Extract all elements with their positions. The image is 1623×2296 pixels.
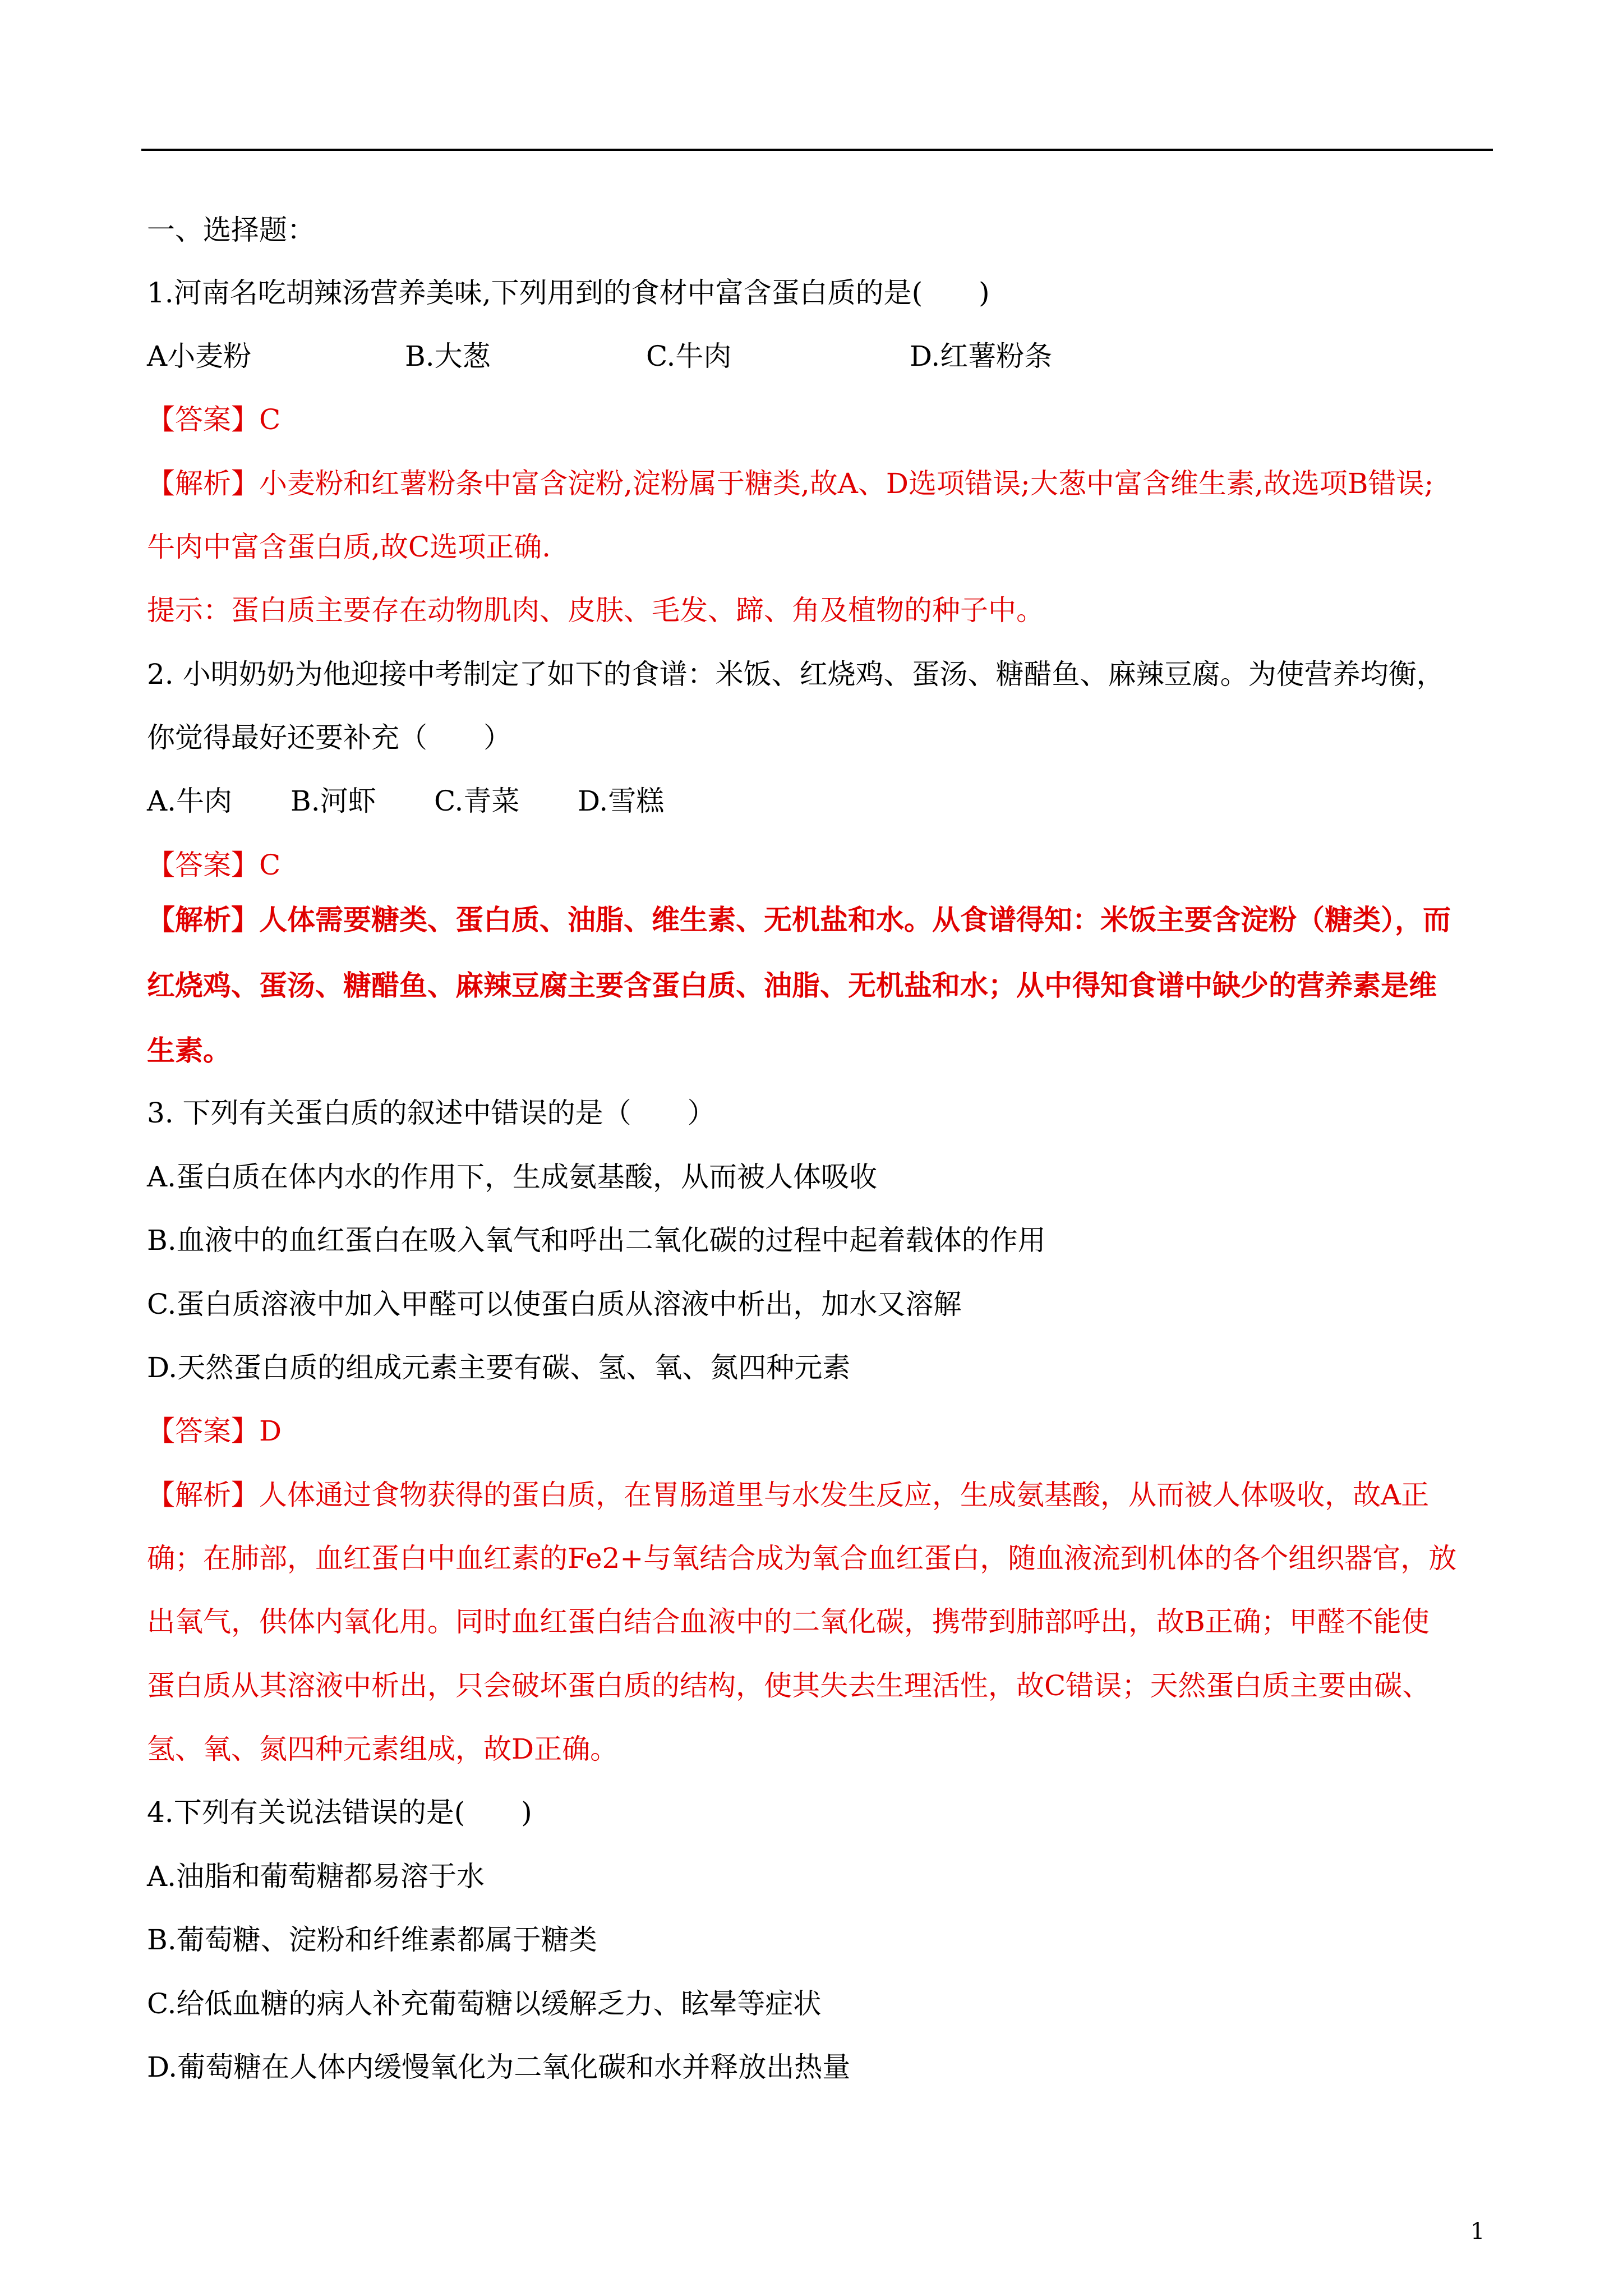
q1-option-d: D.红薯粉条 (910, 340, 1053, 372)
q4-option-c: C.给低血糖的病人补充葡萄糖以缓解乏力、眩晕等症状 (147, 1987, 822, 2020)
header-rule (141, 149, 1493, 151)
q1-option-c: C.牛肉 (646, 340, 732, 372)
q3-option-c: C.蛋白质溶液中加入甲醛可以使蛋白质从溶液中析出，加水又溶解 (147, 1288, 962, 1320)
q1-options (147, 339, 1052, 373)
q3-option-b: B.血液中的血红蛋白在吸入氧气和呼出二氧化碳的过程中起着载体的作用 (147, 1224, 1046, 1257)
q2-option-a: A.牛肉 (147, 785, 233, 817)
section-heading: 一、选择题： (147, 214, 315, 246)
q1-option-a: A小麦粉 (147, 340, 252, 372)
q3-answer: 【答案】D (147, 1415, 282, 1447)
q3-stem: 3. 下列有关蛋白质的叙述中错误的是（ ） (147, 1097, 716, 1129)
q1-analysis-line-2: 牛肉中富含蛋白质,故C选项正确. (147, 531, 551, 563)
q1-stem: 1.河南名吃胡辣汤营养美味,下列用到的食材中富含蛋白质的是( ) (147, 277, 990, 309)
q4-option-d: D.葡萄糖在人体内缓慢氧化为二氧化碳和水并释放出热量 (147, 2051, 851, 2083)
q2-option-d: D.雪糕 (578, 785, 665, 817)
q2-analysis-line-1: 【解析】人体需要糖类、蛋白质、油脂、维生素、无机盐和水。从食谱得知：米饭主要含淀粉（糖类），而 (147, 904, 1451, 936)
q4-option-b: B.葡萄糖、淀粉和纤维素都属于糖类 (147, 1924, 597, 1956)
q2-analysis-line-3: 生素。 (147, 1034, 231, 1067)
q3-option-a: A.蛋白质在体内水的作用下，生成氨基酸，从而被人体吸收 (147, 1161, 878, 1193)
q3-analysis-line-1: 【解析】人体通过食物获得的蛋白质，在胃肠道里与水发生反应，生成氨基酸，从而被人体吸收，故A正 (147, 1479, 1430, 1511)
q1-analysis-line-1: 【解析】小麦粉和红薯粉条中富含淀粉,淀粉属于糖类,故A、D选项错误;大葱中富含维生素,故选项B错误; (147, 467, 1434, 500)
q2-options (147, 784, 664, 818)
q2-option-c: C.青菜 (434, 785, 520, 817)
q2-stem-line-2: 你觉得最好还要补充（ ） (147, 721, 511, 754)
q3-analysis-line-2: 确；在肺部，血红蛋白中血红素的Fe2+与氧结合成为氧合血红蛋白，随血液流到机体的各个组织器官，放 (147, 1542, 1457, 1575)
q2-answer: 【答案】C (147, 849, 281, 881)
page-number: 1 (1470, 2219, 1485, 2244)
q2-analysis-line-2: 红烧鸡、蛋汤、糖醋鱼、麻辣豆腐主要含蛋白质、油脂、无机盐和水；从中得知食谱中缺少的营养素是维 (147, 969, 1437, 1002)
q3-analysis-line-4: 蛋白质从其溶液中析出，只会破坏蛋白质的结构，使其失去生理活性，故C错误；天然蛋白质主要由碳、 (147, 1669, 1431, 1702)
q1-answer: 【答案】C (147, 403, 281, 436)
q2-option-b: B.河虾 (291, 785, 376, 817)
q3-analysis-line-3: 出氧气，供体内氧化用。同时血红蛋白结合血液中的二氧化碳，携带到肺部呼出，故B正确；甲醛不能使 (147, 1605, 1430, 1638)
q4-stem: 4.下列有关说法错误的是( ) (147, 1796, 532, 1829)
q2-stem-line-1: 2. 小明奶奶为他迎接中考制定了如下的食谱：米饭、红烧鸡、蛋汤、糖醋鱼、麻辣豆腐。为使营养均衡， (147, 658, 1445, 691)
q3-analysis-line-5: 氢、氧、氮四种元素组成，故D正确。 (147, 1733, 619, 1765)
q1-tip: 提示：蛋白质主要存在动物肌肉、皮肤、毛发、蹄、角及植物的种子中。 (147, 594, 1044, 627)
q3-option-d: D.天然蛋白质的组成元素主要有碳、氢、氧、氮四种元素 (147, 1351, 851, 1384)
q4-option-a: A.油脂和葡萄糖都易溶于水 (147, 1860, 485, 1893)
q1-option-b: B.大葱 (405, 340, 491, 372)
